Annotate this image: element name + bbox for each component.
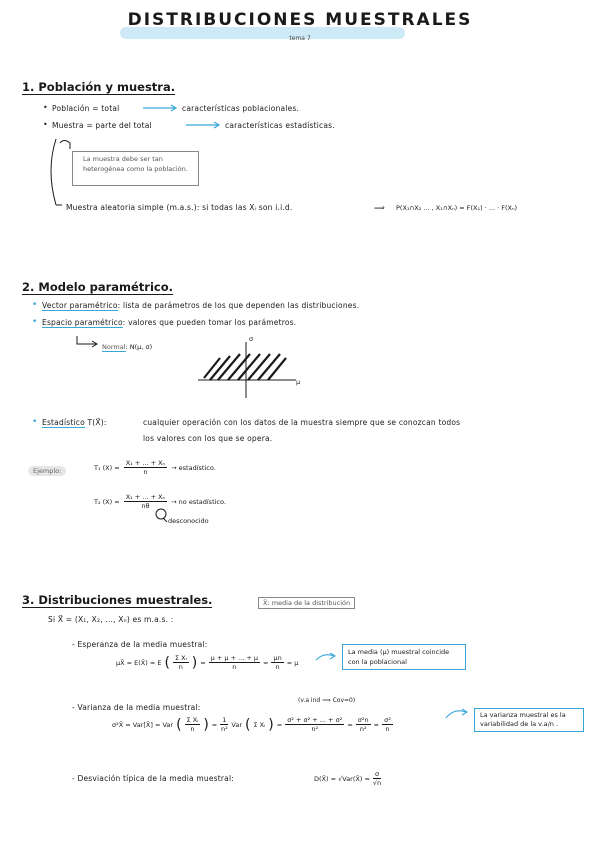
example-label: Ejemplo:: [28, 466, 66, 476]
varianza-note-box: La varianza muestral es la variabilidad de la v.a/n .: [474, 708, 584, 732]
desviacion-formula: D(X̄) = √Var(X̄) = $\frac{\sigma}{√n}$: [314, 770, 382, 787]
esperanza-formula: μX̄ = E(X̄) = E ( $\frac{\text{Σ Xᵢ}}{n}$ ) = $\frac{\mu + \mu + ... + \mu}{n}$ = $\frac{\mu n}{n}$ = μ: [116, 654, 299, 671]
implies-arrow: ⟹: [374, 203, 385, 212]
bullet-estadistico: • Estadístico T(X⃗):: [42, 418, 107, 427]
page-title: DISTRIBUCIONES MUESTRALES: [127, 10, 473, 30]
sample-note-box: La muestra debe ser tan heterogénea como la población.: [72, 151, 199, 186]
arrow-icon: [314, 650, 338, 664]
mas-formula: P(X₁∩X₂ ... , X₁∩Xₙ) = F(X₁) · ... · F(Xₙ): [396, 204, 518, 212]
muestra-characteristics: características estadísticas.: [225, 121, 335, 130]
bracket-arrow-icon: [44, 135, 74, 210]
normal-example: Normal: N(μ, σ): [102, 343, 153, 351]
mas-definition: Muestra aleatoria simple (m.a.s.): si todas las Xᵢ son i.i.d.: [66, 203, 293, 212]
esperanza-label: - Esperanza de la media muestral:: [72, 640, 208, 649]
mean-definition-box: X̄: media de la distribución: [258, 597, 355, 609]
hook-arrow-icon: [74, 335, 100, 349]
section-2-heading: 2. Modelo paramétrico.: [22, 280, 173, 294]
varianza-label: - Varianza de la media muestral:: [72, 703, 201, 712]
arrow-icon: [186, 121, 222, 129]
section-3-heading: 3. Distribuciones muestrales.: [22, 593, 213, 607]
axis-mu-label: μ: [296, 378, 301, 386]
bullet-vector-parametrico: • Vector paramétrico: lista de parámetros de los que dependen las distribuciones.: [42, 301, 359, 310]
estadistico-def-1: cualquier operación con los datos de la muestra siempre que se conozcan todos: [143, 418, 461, 427]
esperanza-note-box: La media (μ) muestral coincide con la poblacional: [342, 644, 466, 670]
varianza-independence-note: (v.a ind ⟹ Cov=0): [298, 697, 356, 704]
circle-mark-icon: [154, 508, 168, 522]
page-subtitle: tema 7: [289, 35, 311, 42]
parameter-space-plot: [196, 338, 306, 400]
arrow-icon: [444, 706, 470, 722]
bullet-espacio-parametrico: • Espacio paramétrico: valores que pueden tomar los parámetros.: [42, 318, 296, 327]
t2-formula: T₂ (X) = $\frac{\text{X₁ + ... + Xₙ}}{n\theta}$ → no estadístico.: [94, 493, 226, 510]
poblacion-characteristics: características poblacionales.: [182, 104, 300, 113]
unknown-note: desconocido: [168, 517, 209, 525]
bullet-muestra: • Muestra = parte del total: [52, 121, 152, 130]
desviacion-label: - Desviación típica de la media muestral:: [72, 774, 234, 783]
bullet-poblacion: • Población = total: [52, 104, 119, 113]
mas-condition: Si X⃗ = (X₁, X₂, ..., Xₙ) es m.a.s. :: [48, 615, 174, 624]
varianza-formula: σ²X̄ = Var[X̄] = Var ( $\frac{\text{Σ Xᵢ}}{n}$ ) = $\frac{1}{\text{n²}}$ Var ( Σ Xᵢ ) = $\frac{\text{σ² + σ² + ... + σ²}}{\text{n²}}$ = $\frac{\text{σ²n}}{\text{n²}}$ = $\frac{\text{σ²}}{n}$: [112, 716, 391, 733]
t1-formula: T₁ (X) = $\frac{\text{X₁ + ... + Xₙ}}{n}$ → estadístico.: [94, 459, 216, 476]
axis-sigma-label: σ: [249, 335, 254, 343]
arrow-icon: [143, 104, 179, 112]
section-1-heading: 1. Población y muestra.: [22, 80, 176, 94]
estadistico-def-2: los valores con los que se opera.: [143, 434, 273, 443]
